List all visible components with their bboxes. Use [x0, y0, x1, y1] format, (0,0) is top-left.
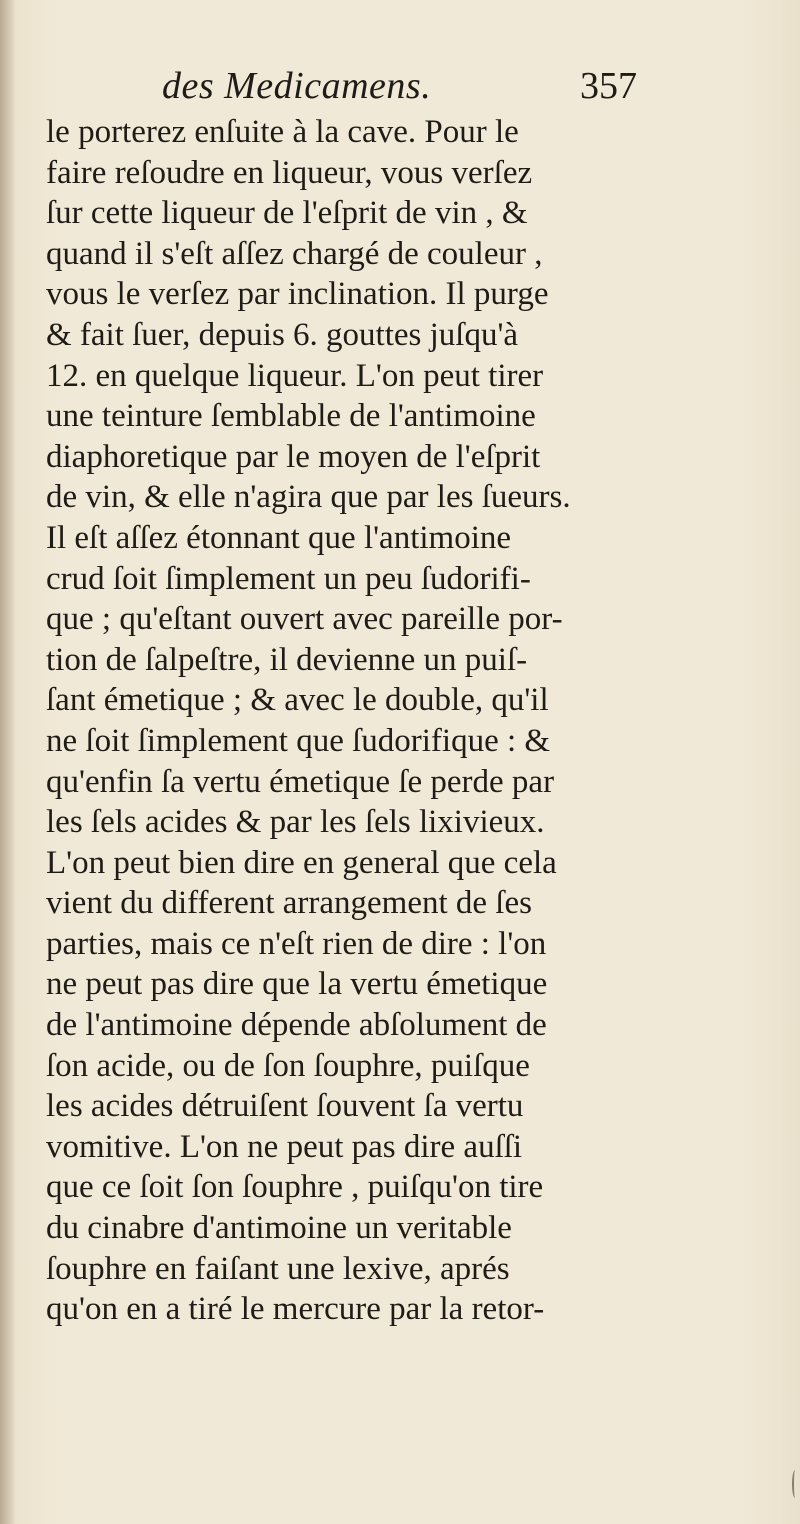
text-line: ſant émetique ; & avec le double, qu'il [46, 682, 549, 719]
margin-ink-mark [792, 1470, 798, 1498]
text-line: ſur cette liqueur de l'eſprit de vin , & [46, 195, 528, 232]
text-line: 12. en quelque liqueur. L'on peut tirer [46, 357, 544, 394]
text-line: quand il s'eſt aſſez chargé de couleur , [46, 235, 543, 272]
text-line: du cinabre d'antimoine un veritable [46, 1210, 512, 1247]
text-line: vient du different arrangement de ſes [46, 885, 532, 922]
text-line: parties, mais ce n'eſt rien de dire : l'on [46, 925, 547, 962]
page-number: 357 [580, 65, 637, 107]
text-line: que ce ſoit ſon ſouphre , puiſqu'on tire [46, 1169, 544, 1206]
page-header [0, 64, 800, 114]
binding-gutter [0, 0, 14, 1524]
text-line: qu'on en a tiré le mercure par la retor- [46, 1291, 545, 1328]
text-line: qu'enfin ſa vertu émetique ſe perde par [46, 763, 555, 800]
text-line: les ſels acides & par les ſels lixivieux. [46, 804, 545, 841]
text-line: & fait ſuer, depuis 6. gouttes juſqu'à [46, 316, 519, 353]
text-line: ne peut pas dire que la vertu émetique [46, 966, 548, 1003]
text-line: une teinture ſemblable de l'antimoine [46, 398, 536, 435]
text-line: Il eſt aſſez étonnant que l'antimoine [46, 519, 512, 556]
text-line: le porterez enſuite à la cave. Pour le [46, 114, 519, 150]
text-line: tion de ſalpeſtre, il devienne un puiſ- [46, 641, 528, 678]
text-line: ſon acide, ou de ſon ſouphre, puiſque [46, 1047, 530, 1084]
text-line: vomitive. L'on ne peut pas dire auſſi [46, 1128, 523, 1165]
body-text [46, 112, 776, 1330]
running-title: des Medicamens. [162, 65, 432, 107]
text-line: les acides détruiſent ſouvent ſa vertu [46, 1088, 524, 1125]
text-line: crud ſoit ſimplement un peu ſudorifi- [46, 560, 531, 597]
text-line: que ; qu'eſtant ouvert avec pareille por- [46, 601, 563, 638]
text-line: faire reſoudre en liqueur, vous verſez [46, 154, 533, 191]
text-line: diaphoretique par le moyen de l'eſprit [46, 438, 541, 475]
text-line: ne ſoit ſimplement que ſudorifique : & [46, 722, 551, 759]
text-line: vous le verſez par inclination. Il purge [46, 276, 549, 313]
text-line: L'on peut bien dire en general que cela [46, 844, 557, 881]
text-line: de l'antimoine dépende abſolument de [46, 1007, 547, 1044]
text-line: ſouphre en faiſant une lexive, aprés [46, 1250, 510, 1287]
text-line: de vin, & elle n'agira que par les ſueurs. [46, 479, 571, 516]
